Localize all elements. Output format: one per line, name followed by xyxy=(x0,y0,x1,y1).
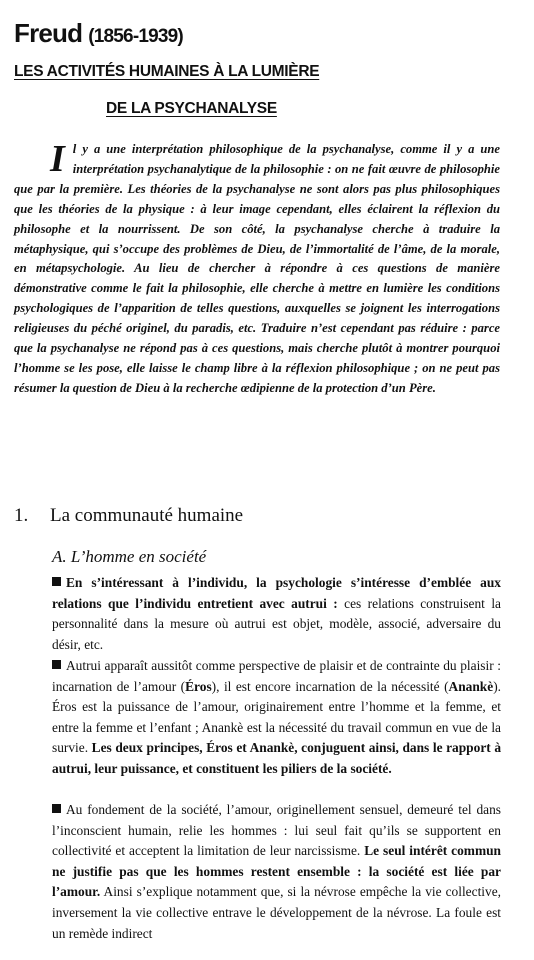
paragraph-3-text-a: Au fondement de la société, l’amour, originellement sensuel, demeuré tel dans l’inconscient humain, relie les hommes : lui seul fait qu’ils se supportent en collectivité et acceptent la limitation de leur narcissisme. xyxy=(52,802,501,859)
paragraph-3 xyxy=(52,800,501,944)
section-title: La communauté humaine xyxy=(50,505,244,526)
term-eros: Éros xyxy=(185,678,212,694)
section-number: 1. xyxy=(14,505,29,526)
square-bullet-icon xyxy=(52,804,61,813)
paragraph-2 xyxy=(52,656,501,780)
term-ananke: Anankè xyxy=(448,678,494,694)
paragraph-1 xyxy=(52,573,501,655)
paragraph-2-text-a: Autrui apparaît aussitôt comme perspective de plaisir et de contrainte du plaisir : incarnation de l’amour ( xyxy=(52,658,501,694)
paragraph-2-text-b: ), il est encore incarnation de la nécessité ( xyxy=(211,678,449,694)
paragraph-3-bold: Le seul intérêt commun ne justifie pas que les hommes restent ensemble : la société est liée par l’amour. xyxy=(52,843,502,900)
paragraph-1-text: ces relations construisent la personnalité dans la mesure où autrui est objet, modèle, associé, adversaire du désir, etc. xyxy=(52,595,501,652)
paragraph-2-bold-end: Les deux principes, Éros et Anankè, conjuguent ainsi, dans le rapport à autrui, leur puissance, et constituent les piliers de la société. xyxy=(52,740,502,776)
subsection-heading: A. L’homme en société xyxy=(52,547,207,566)
paragraph-2-text-c: ). Éros est la puissance de l’amour, originairement entre l’homme et la femme, et entre la femme et l’enfant ; Anankè est la nécessité du travail commun en vue de la survie. xyxy=(52,678,501,756)
square-bullet-icon xyxy=(52,660,61,669)
header-title xyxy=(14,18,183,49)
drop-cap: I xyxy=(50,138,65,180)
section-heading xyxy=(14,505,243,527)
intro-paragraph xyxy=(14,140,500,399)
chapter-title-line2: DE LA PSYCHANALYSE xyxy=(106,100,277,117)
author-name: Freud xyxy=(14,18,83,48)
paragraph-1-bold: En s’intéressant à l’individu, la psychologie s’intéresse d’emblée aux relations que l’individu entretient avec autrui : xyxy=(52,575,501,611)
paragraph-3-text-b: Ainsi s’explique notamment que, si la névrose empêche la vie collective, inversement la vie collective entrave le développement de la névrose. La foule est un remède indirect xyxy=(52,884,501,941)
chapter-title-line1: LES ACTIVITÉS HUMAINES À LA LUMIÈRE xyxy=(14,63,320,80)
author-dates: (1856-1939) xyxy=(88,26,183,47)
square-bullet-icon xyxy=(52,577,61,586)
intro-text: l y a une interprétation philosophique de la psychanalyse, comme il y a une interprétation psychanalytique de la philosophie : on ne fait œuvre de philosophie que par la première. Les théories de la psychanalyse ne sont alors pas plus philosophiques que les théories de la physique : à leur image cependant, elles éclairent la réflexion du philosophe et la nourrissent. De son côté, la psychanalyse cherche à traduire la métaphysique, qui s’occupe des problèmes de Dieu, de l’immortalité de l’âme, de la morale, en métapsychologie. Au lieu de chercher à répondre à ces questions de manière démonstrative comme le fait la philosophie, elle cherche à mettre en lumière les conditions psychologiques de l’apparition de telles questions, auxquelles se joignent les interrogations religieuses du péché originel, du paradis, etc. Traduire n’est cependant pas réduire : parce que la psychanalyse ne répond pas à ces questions, mais cherche plutôt à montrer pourquoi l’homme se les pose, elle laisse le champ libre à la réflexion philosophique ; on ne peut pas résumer la question de Dieu à la recherche œdipienne de la protection d’un Père. xyxy=(14,142,500,395)
